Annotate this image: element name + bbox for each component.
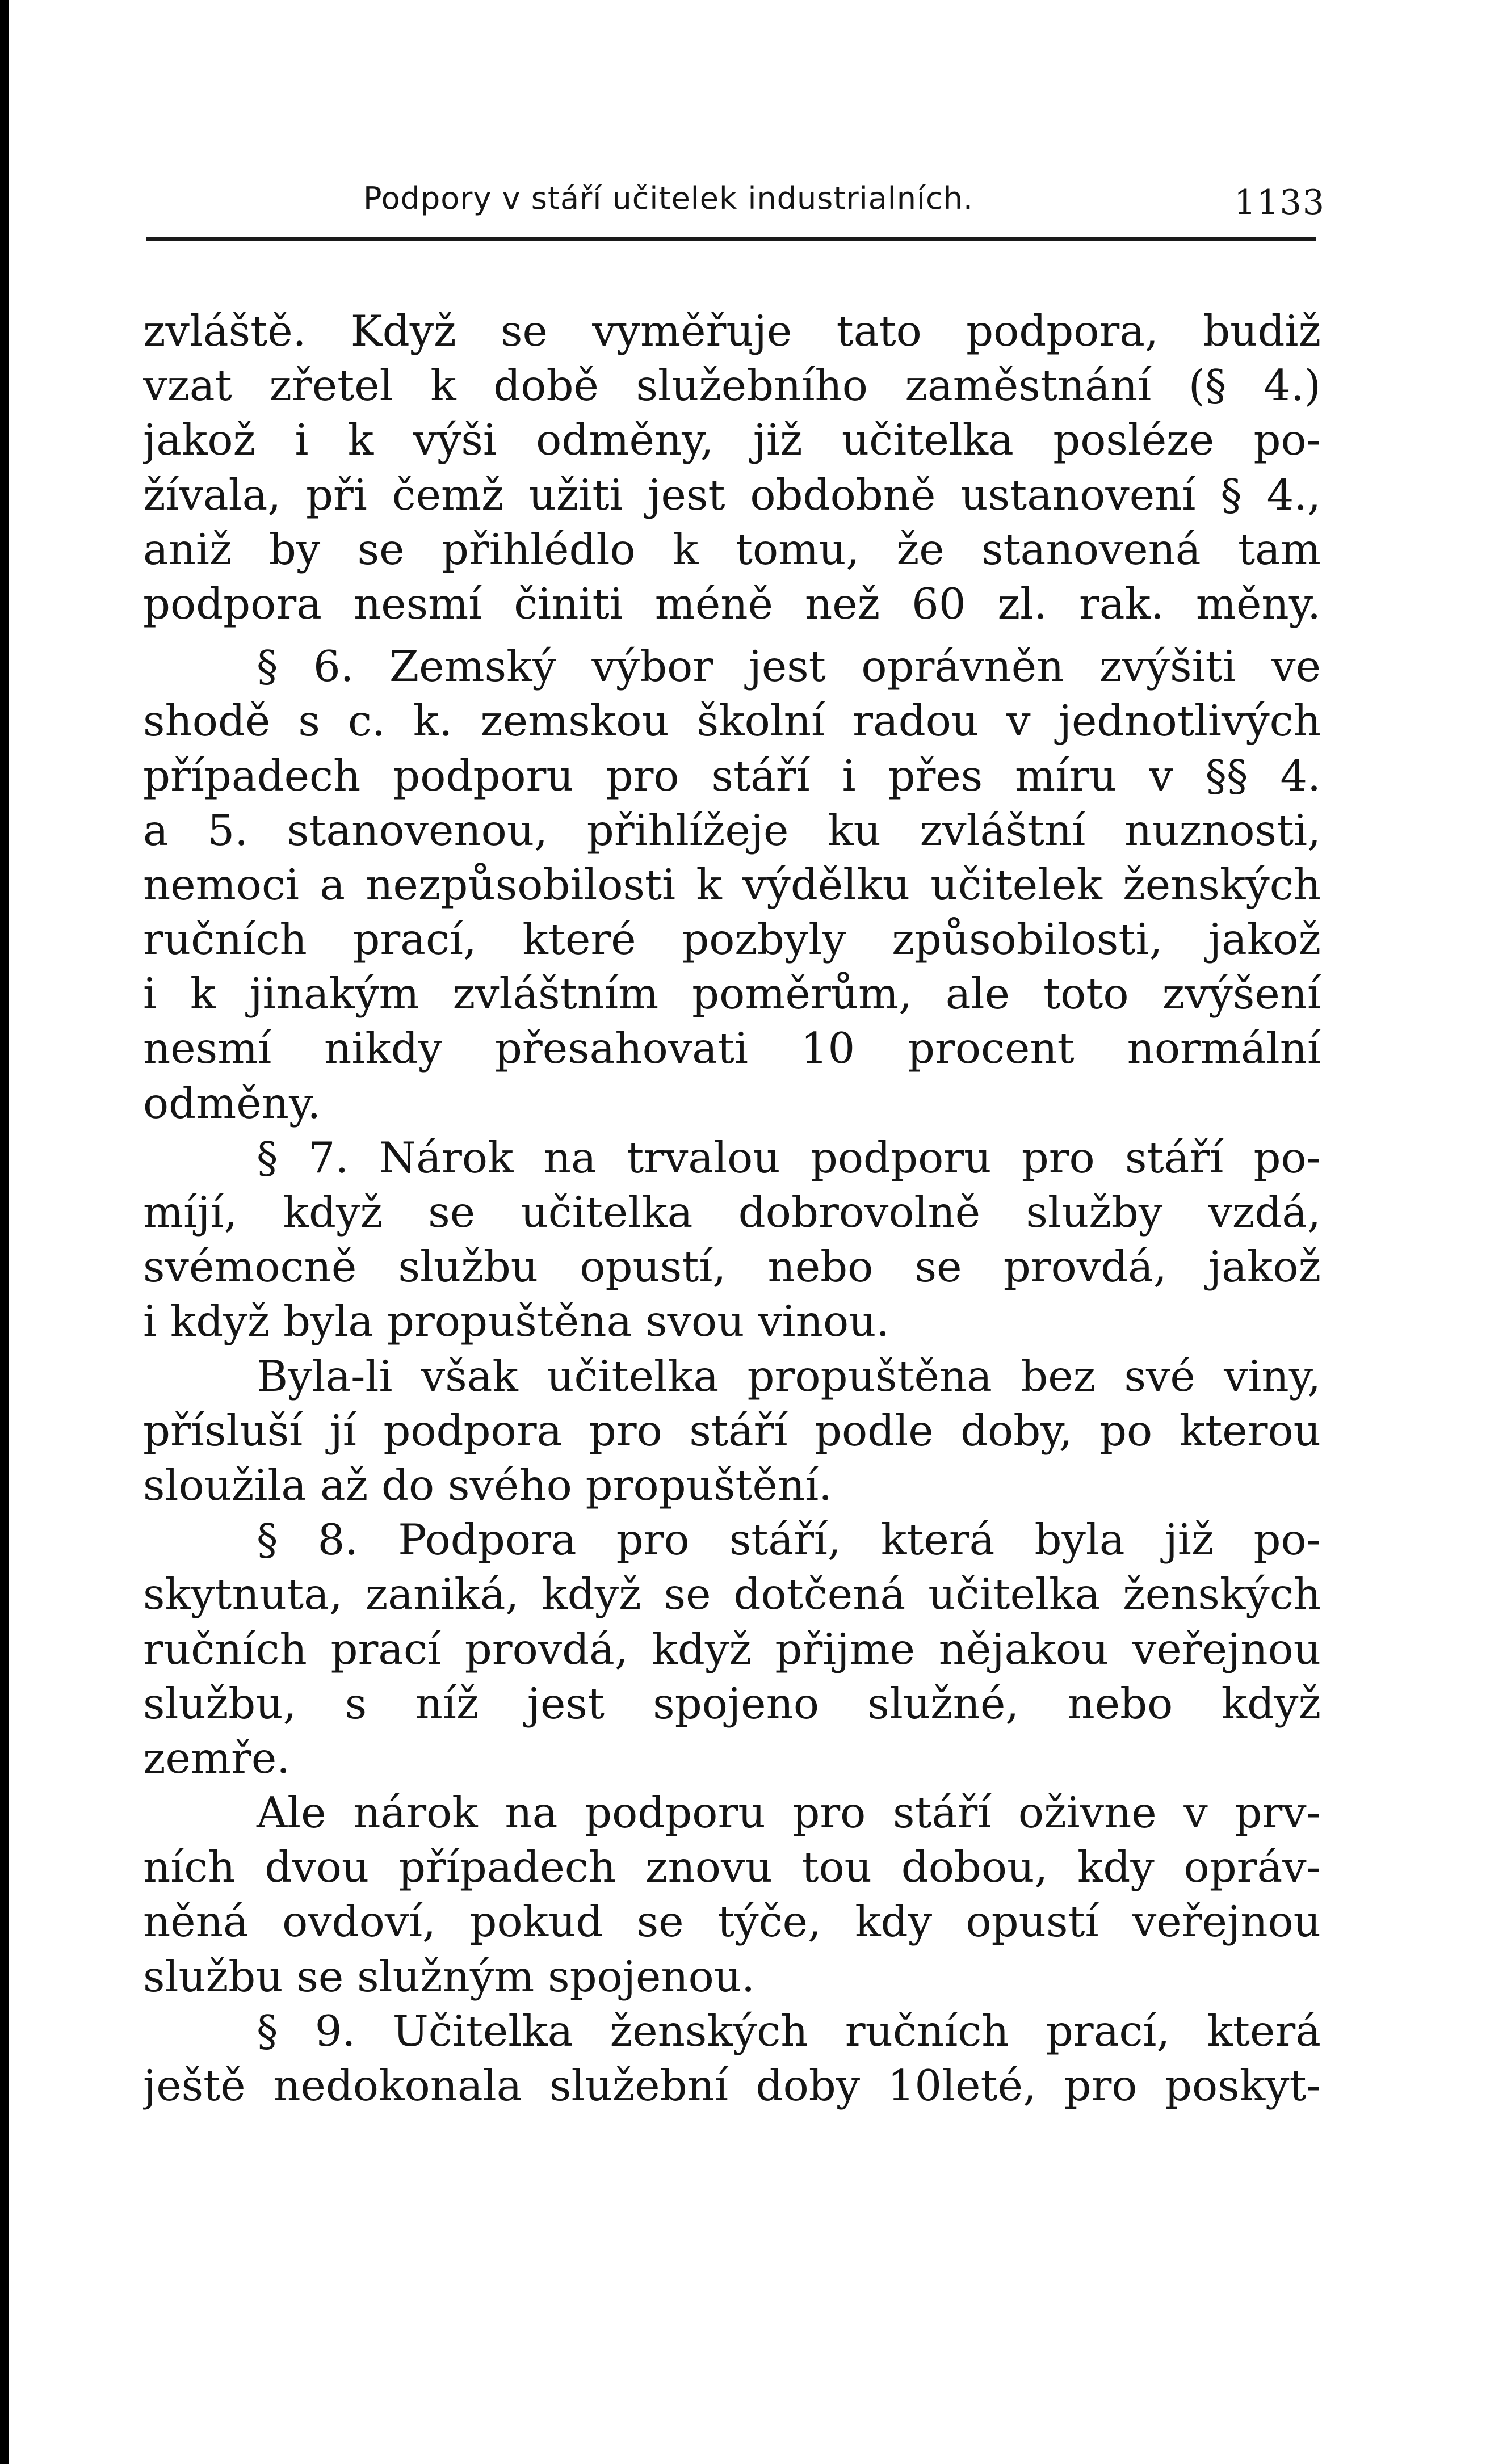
text-line: podpora nesmí činiti méně než 60 zl. rak. měny. bbox=[143, 578, 1321, 629]
text-line: svémocně službu opustí, nebo se provdá, jakož bbox=[143, 1242, 1321, 1292]
text-line: službu se služným spojenou. bbox=[143, 1951, 755, 2002]
text-line: zemře. bbox=[143, 1733, 291, 1783]
text-line: ručních prací provdá, když přijme nějakou veřejnou bbox=[143, 1624, 1321, 1674]
text-line: sloužila až do svého propuštění. bbox=[143, 1460, 833, 1510]
page-number: 1133 bbox=[1234, 183, 1325, 222]
section-6-start: § 6. Zemský výbor jest oprávněn zvýšiti ve bbox=[257, 641, 1321, 692]
text-line: ještě nedokonala služební doby 10leté, pro poskyt- bbox=[143, 2061, 1321, 2110]
header-rule bbox=[146, 237, 1316, 241]
text-line: a 5. stanovenou, přihlížeje ku zvláštní nuznosti, bbox=[143, 805, 1321, 855]
text-line: aniž by se přihlédlo k tomu, že stanovená tam bbox=[143, 524, 1321, 574]
text-line: žívala, při čemž užiti jest obdobně ustanovení § 4., bbox=[143, 469, 1321, 520]
text-line: nesmí nikdy přesahovati 10 procent normální bbox=[143, 1023, 1321, 1074]
text-line: i když byla propuštěna svou vinou. bbox=[143, 1296, 890, 1347]
text-line: případech podporu pro stáří i přes míru v §§ 4. bbox=[143, 750, 1321, 801]
running-title: Podpory v stáří učitelek industrialních. bbox=[363, 180, 974, 216]
text-line: něná ovdoví, pokud se týče, kdy opustí veřejnou bbox=[143, 1897, 1321, 1947]
text-line: míjí, když se učitelka dobrovolně služby vzdá, bbox=[143, 1187, 1321, 1237]
paragraph-start: Byla-li však učitelka propuštěna bez své viny, bbox=[257, 1351, 1321, 1401]
text-line: skytnuta, zaniká, když se dotčená učitelka ženských bbox=[143, 1569, 1321, 1620]
text-line: vzat zřetel k době služebního zaměstnání (§ 4.) bbox=[143, 360, 1321, 411]
text-line: odměny. bbox=[143, 1078, 321, 1128]
text-line: ručních prací, které pozbyly způsobilosti, jakož bbox=[143, 914, 1321, 965]
text-line: ních dvou případech znovu tou dobou, kdy opráv- bbox=[143, 1842, 1321, 1893]
section-8-start: § 8. Podpora pro stáří, která byla již po- bbox=[257, 1515, 1321, 1565]
paragraph-start: Ale nárok na podporu pro stáří oživne v prv- bbox=[257, 1788, 1321, 1838]
text-line: i k jinakým zvláštním poměrům, ale toto zvýšení bbox=[143, 969, 1321, 1019]
body-text bbox=[143, 304, 1321, 2113]
text-line: službu, s níž jest spojeno služné, nebo když bbox=[143, 1678, 1321, 1729]
text-line: jakož i k výši odměny, již učitelka posléze po- bbox=[143, 415, 1321, 465]
section-7-start: § 7. Nárok na trvalou podporu pro stáří po- bbox=[257, 1132, 1321, 1183]
text-line: nemoci a nezpůsobilosti k výdělku učitelek ženských bbox=[143, 859, 1321, 910]
text-line: přísluší jí podpora pro stáří podle doby, po kterou bbox=[143, 1405, 1321, 1456]
text-line: shodě s c. k. zemskou školní radou v jednotlivých bbox=[143, 696, 1321, 746]
text-line: zvláště. Když se vyměřuje tato podpora, budiž bbox=[143, 306, 1321, 356]
section-9-start: § 9. Učitelka ženských ručních prací, která bbox=[257, 2005, 1321, 2056]
